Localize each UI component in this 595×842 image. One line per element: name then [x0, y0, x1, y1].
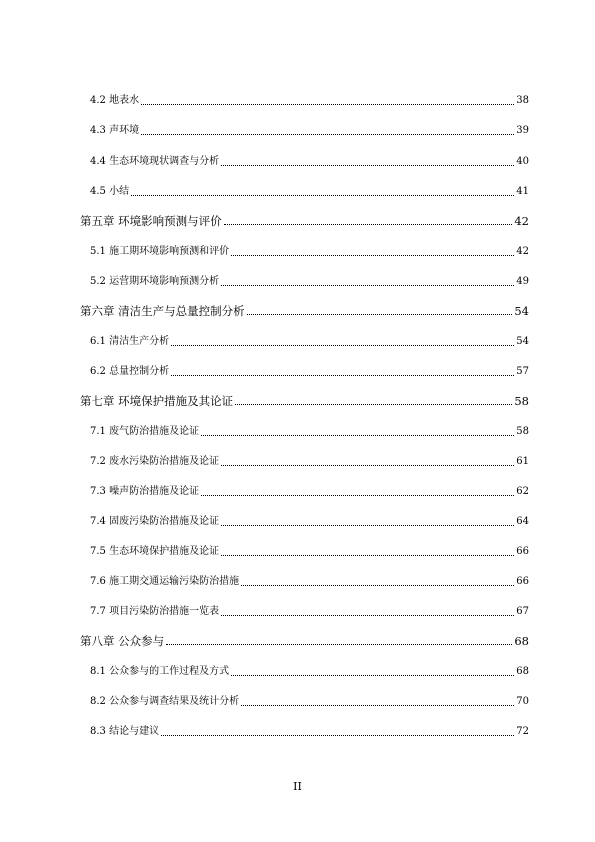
toc-entry-page: 42	[516, 246, 529, 257]
dot-leader	[221, 614, 514, 616]
toc-entry[interactable]	[0, 185, 595, 199]
toc-entry[interactable]	[0, 695, 595, 709]
dot-leader	[231, 254, 514, 256]
dot-leader	[171, 374, 514, 376]
toc-entry-label: 7.5 生态环境保护措施及论证	[90, 546, 220, 557]
toc-entry-label: 5.2 运营期环境影响预测分析	[90, 276, 220, 287]
toc-entry[interactable]	[0, 94, 595, 108]
toc-entry-label: 7.6 施工期交通运输污染防治措施	[90, 576, 240, 587]
dot-leader	[221, 524, 514, 526]
toc-entry-label: 6.2 总量控制分析	[90, 366, 170, 377]
toc-entry[interactable]	[0, 124, 595, 138]
dot-leader	[221, 164, 514, 166]
toc-entry-page: 61	[516, 456, 529, 467]
toc-chapter-entry[interactable]	[0, 634, 595, 648]
toc-entry-label: 4.4 生态环境现状调查与分析	[90, 156, 220, 167]
toc-entry[interactable]	[0, 155, 595, 169]
dot-leader	[131, 194, 514, 196]
toc-entry-page: 68	[514, 634, 529, 648]
toc-entry-page: 67	[516, 606, 529, 617]
dot-leader	[141, 103, 514, 105]
toc-entry-page: 66	[516, 576, 529, 587]
dot-leader	[235, 403, 512, 405]
toc-entry-page: 42	[514, 214, 529, 228]
toc-entry-label: 7.1 废气防治措施及论证	[90, 426, 200, 437]
toc-entry-label: 第五章 环境影响预测与评价	[80, 214, 222, 228]
toc-entry-page: 57	[516, 366, 529, 377]
dot-leader	[241, 704, 514, 706]
dot-leader	[201, 494, 514, 496]
toc-entry[interactable]	[0, 245, 595, 259]
toc-entry-page: 40	[516, 156, 529, 167]
toc-entry-label: 4.2 地表水	[90, 95, 140, 106]
toc-entry-page: 54	[514, 304, 529, 318]
dot-leader	[247, 313, 513, 315]
toc-entry[interactable]	[0, 335, 595, 349]
toc-entry-label: 8.2 公众参与调查结果及统计分析	[90, 696, 240, 707]
dot-leader	[166, 643, 512, 645]
toc-entry-page: 66	[516, 546, 529, 557]
toc-entry-page: 70	[516, 696, 529, 707]
toc-chapter-entry[interactable]	[0, 304, 595, 318]
toc-entry-label: 7.4 固废污染防治措施及论证	[90, 516, 220, 527]
toc-entry-label: 第八章 公众参与	[80, 634, 165, 648]
dot-leader	[221, 554, 514, 556]
toc-entry-page: 41	[516, 186, 529, 197]
toc-entry-page: 39	[516, 125, 529, 136]
toc-entry[interactable]	[0, 575, 595, 589]
toc-entry-label: 第六章 清洁生产与总量控制分析	[80, 304, 245, 318]
dot-leader	[221, 284, 514, 286]
toc-chapter-entry[interactable]	[0, 394, 595, 408]
toc-entry-page: 62	[516, 486, 529, 497]
dot-leader	[171, 344, 514, 346]
toc-entry[interactable]	[0, 605, 595, 619]
dot-leader	[141, 133, 514, 135]
toc-entry-label: 8.1 公众参与的工作过程及方式	[90, 666, 230, 677]
dot-leader	[221, 464, 514, 466]
toc-entry-page: 49	[516, 276, 529, 287]
toc-entry-label: 第七章 环境保护措施及其论证	[80, 394, 234, 408]
toc-chapter-entry[interactable]	[0, 214, 595, 228]
toc-entry-label: 7.7 项目污染防治措施一览表	[90, 606, 220, 617]
toc-entry[interactable]	[0, 485, 595, 499]
toc-entry-page: 72	[516, 726, 529, 737]
dot-leader	[161, 734, 514, 736]
toc-entry-page: 64	[516, 516, 529, 527]
toc-entry-label: 7.3 噪声防治措施及论证	[90, 486, 200, 497]
dot-leader	[241, 584, 514, 586]
toc-entry-page: 58	[516, 426, 529, 437]
toc-entry[interactable]	[0, 365, 595, 379]
dot-leader	[224, 223, 513, 225]
toc-entry-label: 4.3 声环境	[90, 125, 140, 136]
toc-entry[interactable]	[0, 665, 595, 679]
toc-entry-label: 8.3 结论与建议	[90, 726, 160, 737]
toc-entry[interactable]	[0, 725, 595, 739]
toc-entry[interactable]	[0, 275, 595, 289]
toc-entry[interactable]	[0, 515, 595, 529]
toc-entry-label: 7.2 废水污染防治措施及论证	[90, 456, 220, 467]
toc-entry[interactable]	[0, 455, 595, 469]
toc-entry[interactable]	[0, 425, 595, 439]
toc-entry[interactable]	[0, 545, 595, 559]
toc-entry-label: 5.1 施工期环境影响预测和评价	[90, 246, 230, 257]
dot-leader	[231, 674, 514, 676]
toc-entry-label: 6.1 清洁生产分析	[90, 336, 170, 347]
dot-leader	[201, 434, 514, 436]
toc-entry-page: 38	[516, 95, 529, 106]
toc-entry-page: 58	[514, 394, 529, 408]
toc-entry-page: 68	[516, 666, 529, 677]
toc-entry-page: 54	[516, 336, 529, 347]
toc-entry-label: 4.5 小结	[90, 186, 130, 197]
page-number-footer: II	[293, 780, 302, 793]
